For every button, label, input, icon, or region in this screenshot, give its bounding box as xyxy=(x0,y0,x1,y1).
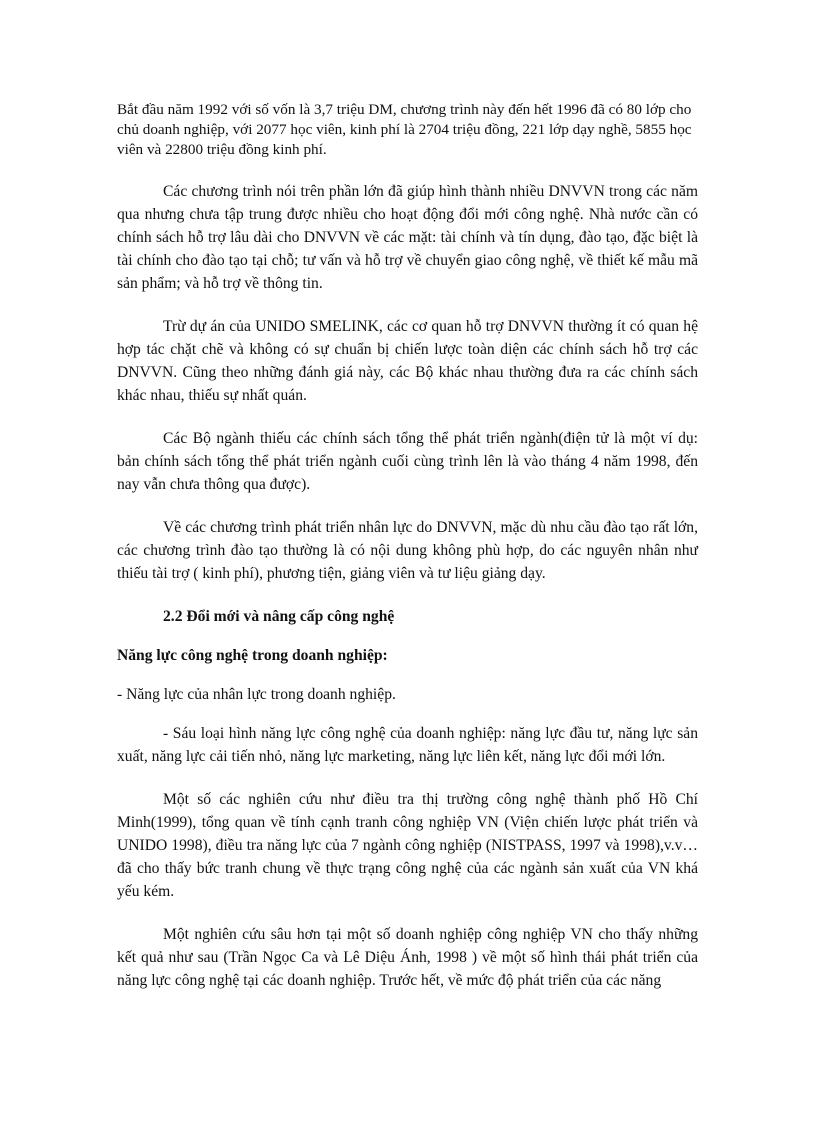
section-heading: 2.2 Đổi mới và nâng cấp công nghệ xyxy=(163,608,395,625)
paragraph-funding-summary: Bắt đầu năm 1992 với số vốn là 3,7 triệu DM, chương trình này đến hết 1996 đã có 80 lớp cho chủ doanh nghiệp, với 2077 học viên, kinh phí là 2704 triệu đồng, 221 lớp dạy nghề, 5855 học viên và 22800 triệu đồng kinh phí. xyxy=(117,101,692,158)
paragraph-deeper-study: Một nghiên cứu sâu hơn tại một số doanh nghiệp công nghiệp VN cho thấy những kết quả như sau (Trần Ngọc Ca và Lê Diệu Ánh, 1998 ) về một số hình thái phát triển của năng lực công nghệ tại các doanh nghiệp. Trước hết, về mức độ phát triển của các năng xyxy=(117,926,698,989)
document-body xyxy=(117,100,698,992)
paragraph-research-overview: Một số các nghiên cứu như điều tra thị trường công nghệ thành phố Hồ Chí Minh(1999), tổng quan về tính cạnh tranh công nghiệp VN (Viện chiến lược phát triển và UNIDO 1998), điều tra năng lực của 7 ngành công nghiệp (NISTPASS, 1997 và 1998),v.v… đã cho thấy bức tranh chung về thực trạng công nghệ của các ngành sản xuất của VN khá yếu kém. xyxy=(117,791,698,900)
paragraph-policy-support: Các chương trình nói trên phần lớn đã giúp hình thành nhiều DNVVN trong các năm qua nhưng chưa tập trung được nhiều cho hoạt động đổi mới công nghệ. Nhà nước cần có chính sách hỗ trợ lâu dài cho DNVVN về các mặt: tài chính và tín dụng, đào tạo, đặc biệt là tài chính cho đào tạo tại chỗ; tư vấn và hỗ trợ về chuyển giao công nghệ, về thiết kế mẫu mã sản phẩm; và hỗ trợ về thông tin. xyxy=(117,183,698,292)
bullet-human-capability: - Năng lực của nhân lực trong doanh nghiệp. xyxy=(117,686,396,703)
paragraph-sector-policy: Các Bộ ngành thiếu các chính sách tổng thể phát triển ngành(điện tử là một ví dụ: bản chính sách tổng thể phát triển ngành cuối cùng trình lên là vào tháng 4 năm 1998, đến nay vẫn chưa thông qua được). xyxy=(117,430,698,493)
bullet-six-capabilities: - Sáu loại hình năng lực công nghệ của doanh nghiệp: năng lực đầu tư, năng lực sản xuất, năng lực cải tiến nhỏ, năng lực marketing, năng lực liên kết, năng lực đổi mới lớn. xyxy=(117,725,698,765)
subheading-technology-capability: Năng lực công nghệ trong doanh nghiệp: xyxy=(117,647,388,664)
paragraph-unido-smelink: Trừ dự án của UNIDO SMELINK, các cơ quan hỗ trợ DNVVN thường ít có quan hệ hợp tác chặt chẽ và không có sự chuẩn bị chiến lược toàn diện các chính sách hỗ trợ các DNVVN. Cũng theo những đánh giá này, các Bộ khác nhau thường đưa ra các chính sách khác nhau, thiếu sự nhất quán. xyxy=(117,318,698,404)
paragraph-training-programs: Về các chương trình phát triển nhân lực do DNVVN, mặc dù nhu cầu đào tạo rất lớn, các chương trình đào tạo thường là có nội dung không phù hợp, do các nguyên nhân như thiếu tài trợ ( kinh phí), phương tiện, giảng viên và tư liệu giảng dạy. xyxy=(117,519,698,582)
